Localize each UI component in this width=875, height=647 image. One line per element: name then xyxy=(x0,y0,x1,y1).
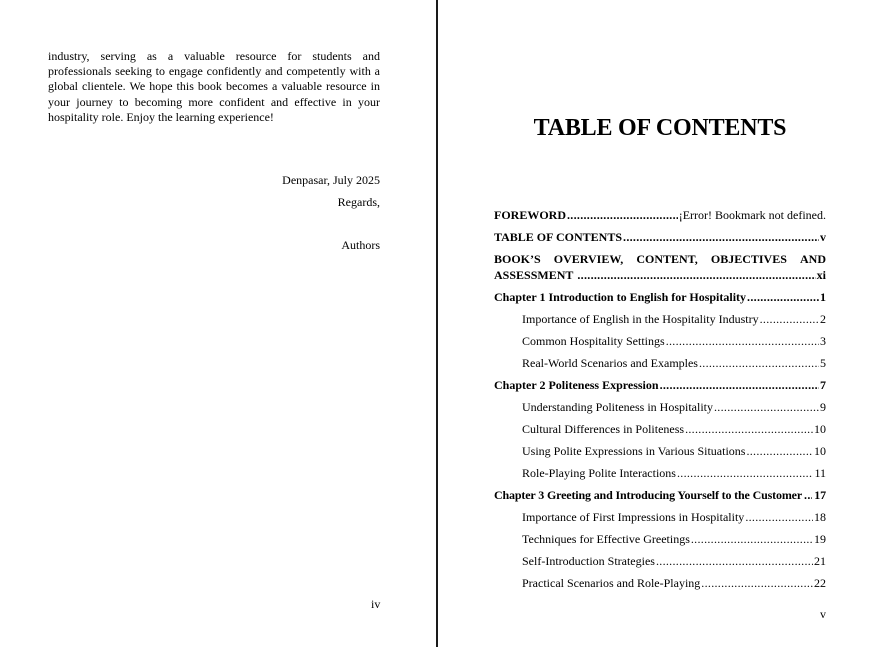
toc-page-number: 9 xyxy=(820,400,826,414)
toc-entry-importance-of-english[interactable] xyxy=(494,311,826,333)
toc-entry-chapter-2[interactable] xyxy=(494,377,826,399)
toc-entry-first-impressions[interactable] xyxy=(494,509,826,531)
toc-page-number: 10 xyxy=(814,422,826,436)
toc-page-number: 1 xyxy=(820,290,826,304)
toc-entry-real-world-scenarios[interactable] xyxy=(494,355,826,377)
toc-leader-dots xyxy=(745,509,813,525)
toc-word: OBJECTIVES xyxy=(710,252,787,266)
toc-entry-role-playing-polite[interactable] xyxy=(494,465,826,487)
toc-leader-dots xyxy=(577,267,815,283)
toc-leader-dots xyxy=(567,207,678,223)
toc-leader-dots xyxy=(666,333,819,349)
foreword-closing-paragraph: industry, serving as a valuable resource for students and professionals seeking to engage confidently and competently with a global clientele. We hope this book becomes a valuable resource in your journey to becoming more confident and effective in your hospitality role. Enjoy the learning experience! xyxy=(48,49,380,124)
page-title: TABLE OF CONTENTS xyxy=(533,115,787,141)
toc-label: Self-Introduction Strategies xyxy=(522,554,655,568)
toc-label: Importance of First Impressions in Hospitality xyxy=(522,510,745,524)
signature-authors: Authors xyxy=(341,238,380,252)
toc-leader-dots xyxy=(714,399,819,415)
toc-leader-dots xyxy=(804,487,812,503)
toc-leader-dots xyxy=(746,443,813,459)
toc-page-number: 22 xyxy=(814,576,826,590)
toc-page-number: 7 xyxy=(820,378,826,392)
toc-label: Real-World Scenarios and Examples xyxy=(522,356,698,370)
toc-leader-dots xyxy=(656,553,813,569)
toc-page-number: 5 xyxy=(820,356,826,370)
toc-leader-dots xyxy=(747,289,819,305)
toc-label: Practical Scenarios and Role-Playing xyxy=(522,576,701,590)
toc-leader-dots xyxy=(691,531,813,547)
place-date: Denpasar, July 2025 xyxy=(282,173,380,187)
toc-label: Understanding Politeness in Hospitality xyxy=(522,400,713,414)
toc-label: Role-Playing Polite Interactions xyxy=(522,466,676,480)
toc-leader-dots xyxy=(701,575,813,591)
toc-label: Importance of English in the Hospitality Industry xyxy=(522,312,759,326)
toc-label: Chapter 1 Introduction to English for Hospitality xyxy=(494,290,747,304)
toc-label-line-1 xyxy=(494,251,826,267)
toc-entry-table-of-contents[interactable] xyxy=(494,229,826,251)
toc-entry-foreword[interactable] xyxy=(494,207,826,229)
toc-label: Using Polite Expressions in Various Situations xyxy=(522,444,746,458)
toc-page-number: 21 xyxy=(814,554,826,568)
closing-regards: Regards, xyxy=(337,195,380,209)
toc-entry-chapter-1[interactable] xyxy=(494,289,826,311)
toc-word: CONTENT, xyxy=(636,252,698,266)
toc-page-number: 18 xyxy=(814,510,826,524)
toc-leader-dots xyxy=(660,377,819,393)
right-page xyxy=(438,0,875,647)
toc-label: Cultural Differences in Politeness xyxy=(522,422,685,436)
toc-label: Common Hospitality Settings xyxy=(522,334,665,348)
toc-entry-polite-expressions[interactable] xyxy=(494,443,826,465)
toc-page-number: ¡Error! Bookmark not defined. xyxy=(678,208,826,222)
toc-label: Chapter 2 Politeness Expression xyxy=(494,378,659,392)
toc-leader-dots xyxy=(685,421,813,437)
toc-page-number: 10 xyxy=(814,444,826,458)
toc-page-number: 17 xyxy=(814,488,826,502)
toc-page-number: xi xyxy=(816,268,826,282)
toc-leader-dots xyxy=(677,465,813,481)
toc-page-number: 19 xyxy=(814,532,826,546)
toc-entry-chapter-3[interactable] xyxy=(494,487,826,509)
toc-entry-cultural-differences[interactable] xyxy=(494,421,826,443)
toc-label: Chapter 3 Greeting and Introducing Yourself to the Customer xyxy=(494,488,803,502)
toc-leader-dots xyxy=(699,355,819,371)
page-number-left: iv xyxy=(371,597,381,611)
toc-page-number: 11 xyxy=(814,466,826,480)
toc-label: TABLE OF CONTENTS xyxy=(494,230,623,244)
toc-label-line-2 xyxy=(494,267,826,283)
toc-entry-common-settings[interactable] xyxy=(494,333,826,355)
toc-page-number: 2 xyxy=(820,312,826,326)
table-of-contents xyxy=(494,207,826,597)
toc-entry-self-introduction[interactable] xyxy=(494,553,826,575)
toc-label: Techniques for Effective Greetings xyxy=(522,532,690,546)
toc-word: OVERVIEW, xyxy=(553,252,624,266)
toc-page-number: 3 xyxy=(820,334,826,348)
toc-leader-dots xyxy=(760,311,819,327)
toc-page-number: v xyxy=(820,230,826,244)
left-page xyxy=(0,0,437,647)
toc-entry-understanding-politeness[interactable] xyxy=(494,399,826,421)
toc-leader-dots xyxy=(623,229,819,245)
toc-entry-effective-greetings[interactable] xyxy=(494,531,826,553)
toc-entry-practical-scenarios[interactable] xyxy=(494,575,826,597)
toc-label: FOREWORD xyxy=(494,208,566,222)
page-number-right: v xyxy=(820,607,826,621)
toc-word: BOOK’S xyxy=(494,252,541,266)
toc-entry-book-overview[interactable] xyxy=(494,251,826,283)
toc-word: AND xyxy=(799,252,826,266)
toc-label: ASSESSMENT xyxy=(494,268,574,282)
